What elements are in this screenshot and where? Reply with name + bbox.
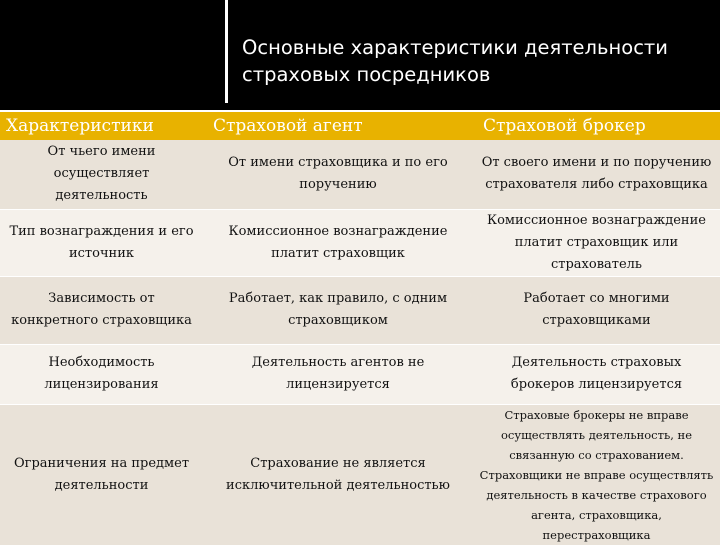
row-broker-value: Работает со многими страховщиками: [473, 276, 720, 344]
row-broker-value: От своего имени и по поручению страхователя либо страховщика: [473, 140, 720, 209]
comparison-table: [0, 110, 720, 546]
table-header-row: [0, 111, 720, 140]
title-area: [0, 0, 720, 110]
row-broker-value: Комиссионное вознаграждение платит страховщик или страхователь: [473, 209, 720, 276]
row-characteristic: Тип вознаграждения и его источник: [0, 209, 203, 276]
row-agent-value: От имени страховщика и по его поручению: [203, 140, 473, 209]
row-agent-value: Страхование не является исключительной деятельностью: [203, 404, 473, 545]
row-agent-value: Комиссионное вознаграждение платит страховщик: [203, 209, 473, 276]
table-row: [0, 276, 720, 344]
row-agent-value: Деятельность агентов не лицензируется: [203, 344, 473, 404]
header-broker: Страховой брокер: [473, 111, 720, 140]
row-agent-value: Работает, как правило, с одним страховщиком: [203, 276, 473, 344]
table-row: [0, 209, 720, 276]
title-divider-line: [225, 0, 228, 103]
row-characteristic: Ограничения на предмет деятельности: [0, 404, 203, 545]
row-characteristic: От чьего имени осуществляет деятельность: [0, 140, 203, 209]
slide-title: Основные характеристики деятельности страховых посредников: [242, 36, 668, 86]
table-row: [0, 344, 720, 404]
header-agent: Страховой агент: [203, 111, 473, 140]
header-characteristics: Характеристики: [0, 111, 203, 140]
row-characteristic: Зависимость от конкретного страховщика: [0, 276, 203, 344]
row-characteristic: Необходимость лицензирования: [0, 344, 203, 404]
row-broker-value: Страховые брокеры не вправе осуществлять деятельность, не связанную со страхованием. Страховщики не вправе осуществлять деятельность в качестве страхового агента, страховщика, перестраховщика: [473, 404, 720, 545]
row-broker-value: Деятельность страховых брокеров лицензируется: [473, 344, 720, 404]
table-row: [0, 140, 720, 209]
table-row: [0, 404, 720, 545]
